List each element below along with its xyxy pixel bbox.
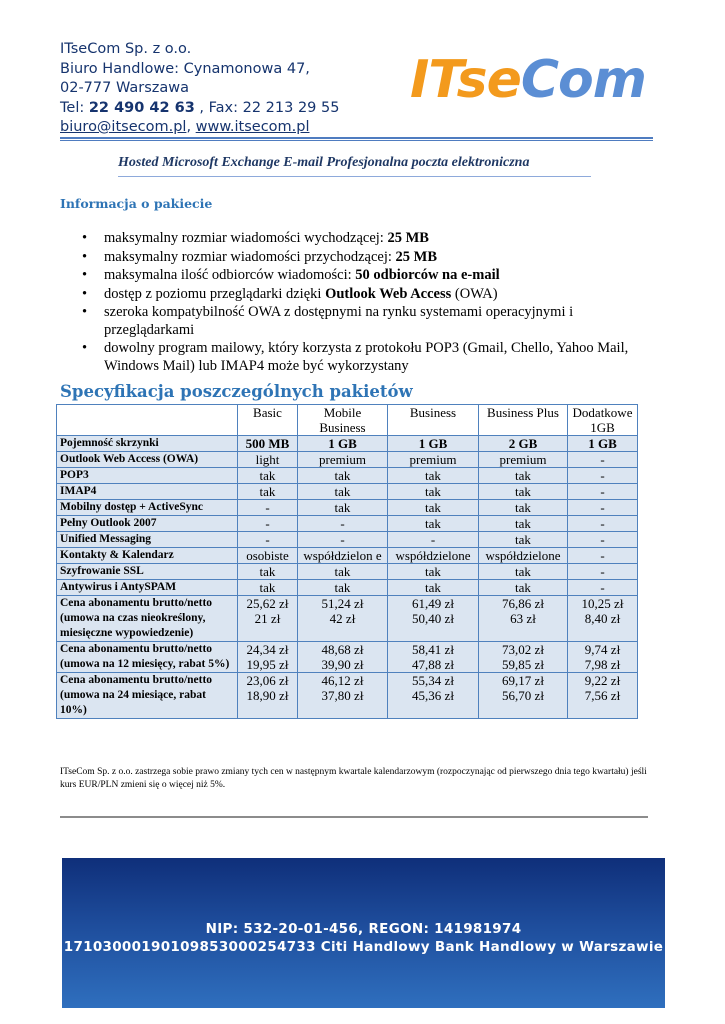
row-label: Cena abonamentu brutto/netto (umowa na czas nieokreślony, miesięczne wypowiedzenie) xyxy=(57,596,238,642)
table-row xyxy=(57,548,638,564)
table-cell: tak xyxy=(479,564,568,580)
table-cell: tak xyxy=(298,564,388,580)
table-cell: osobiste xyxy=(238,548,298,564)
table-cell: tak xyxy=(298,468,388,484)
table-cell: 51,24 zł 42 zł xyxy=(298,596,388,642)
table-cell: tak xyxy=(298,500,388,516)
row-label: Unified Messaging xyxy=(57,532,238,548)
table-cell: 73,02 zł 59,85 zł xyxy=(479,642,568,673)
contact-separator: , xyxy=(186,119,196,135)
table-cell: współdzielone xyxy=(479,548,568,564)
row-label: IMAP4 xyxy=(57,484,238,500)
table-cell: 9,74 zł 7,98 zł xyxy=(568,642,638,673)
row-label: Cena abonamentu brutto/netto (umowa na 12 miesięcy, rabat 5%) xyxy=(57,642,238,673)
feature-item: • dowolny program mailowy, który korzysta z protokołu POP3 (Gmail, Chello, Yahoo Mail, Windows Mail) lub IMAP4 może być wykorzystany xyxy=(82,340,647,375)
table-row xyxy=(57,500,638,516)
company-name: ITseCom Sp. z o.o. xyxy=(60,41,192,57)
column-header xyxy=(57,405,238,436)
table-cell: tak xyxy=(388,500,479,516)
table-header-row xyxy=(57,405,638,436)
table-cell: - xyxy=(568,548,638,564)
table-cell: 1 GB xyxy=(388,436,479,452)
phone-line xyxy=(60,99,339,119)
column-header: Basic xyxy=(238,405,298,436)
table-cell: - xyxy=(568,452,638,468)
table-cell: tak xyxy=(238,468,298,484)
table-cell: 48,68 zł 39,90 zł xyxy=(298,642,388,673)
company-header xyxy=(60,40,339,138)
table-cell: light xyxy=(238,452,298,468)
spec-table xyxy=(56,404,638,719)
table-cell: - xyxy=(298,532,388,548)
website-link[interactable]: www.itsecom.pl xyxy=(195,119,310,135)
row-label: Pojemność skrzynki xyxy=(57,436,238,452)
table-cell: 1 GB xyxy=(298,436,388,452)
table-cell: 61,49 zł 50,40 zł xyxy=(388,596,479,642)
table-cell: 500 MB xyxy=(238,436,298,452)
column-header: Business xyxy=(388,405,479,436)
table-cell: tak xyxy=(298,580,388,596)
header-divider-2 xyxy=(60,140,653,141)
table-cell: tak xyxy=(238,580,298,596)
info-heading: Informacja o pakiecie xyxy=(60,196,213,211)
table-cell: - xyxy=(238,516,298,532)
feature-item: • maksymalny rozmiar wiadomości wychodzącej: 25 MB xyxy=(82,230,647,248)
table-cell: tak xyxy=(479,580,568,596)
table-cell: - xyxy=(568,532,638,548)
footer-banner xyxy=(62,858,665,1008)
table-row xyxy=(57,436,638,452)
row-label: Outlook Web Access (OWA) xyxy=(57,452,238,468)
table-cell: tak xyxy=(479,532,568,548)
footer-divider xyxy=(60,816,648,818)
table-cell: tak xyxy=(238,484,298,500)
feature-list xyxy=(82,230,647,376)
address-line-1: Biuro Handlowe: Cynamonowa 47, xyxy=(60,60,310,77)
table-cell: 55,34 zł 45,36 zł xyxy=(388,673,479,719)
table-cell: tak xyxy=(298,484,388,500)
table-cell: premium xyxy=(388,452,479,468)
table-cell: tak xyxy=(388,484,479,500)
table-cell: - xyxy=(388,532,479,548)
tel-label: Tel: xyxy=(60,99,89,116)
table-cell: tak xyxy=(479,516,568,532)
table-row xyxy=(57,673,638,719)
row-label: Antywirus i AntySPAM xyxy=(57,580,238,596)
tel-number: 22 490 42 63 xyxy=(88,99,195,116)
table-row xyxy=(57,532,638,548)
table-row xyxy=(57,564,638,580)
table-cell: 69,17 zł 56,70 zł xyxy=(479,673,568,719)
table-cell: 24,34 zł 19,95 zł xyxy=(238,642,298,673)
table-cell: tak xyxy=(388,580,479,596)
column-header: Mobile Business xyxy=(298,405,388,436)
table-cell: tak xyxy=(388,564,479,580)
feature-item: • szeroka kompatybilność OWA z dostępnymi na rynku systemami operacyjnymi i przeglądarkami xyxy=(82,304,647,339)
address-line-2: 02-777 Warszawa xyxy=(60,80,190,96)
row-label: Pełny Outlook 2007 xyxy=(57,516,238,532)
header-divider-1 xyxy=(60,137,653,139)
table-row xyxy=(57,642,638,673)
table-cell: - xyxy=(238,500,298,516)
feature-item: • maksymalna ilość odbiorców wiadomości: 50 odbiorców na e-mail xyxy=(82,267,647,285)
table-row xyxy=(57,452,638,468)
table-cell: 25,62 zł 21 zł xyxy=(238,596,298,642)
table-cell: - xyxy=(298,516,388,532)
feature-item: • maksymalny rozmiar wiadomości przychodzącej: 25 MB xyxy=(82,249,647,267)
table-cell: - xyxy=(238,532,298,548)
table-row xyxy=(57,580,638,596)
row-label: Szyfrowanie SSL xyxy=(57,564,238,580)
table-cell: 1 GB xyxy=(568,436,638,452)
table-cell: 58,41 zł 47,88 zł xyxy=(388,642,479,673)
table-cell: 10,25 zł 8,40 zł xyxy=(568,596,638,642)
subtitle-underline xyxy=(118,176,591,177)
table-cell: współdzielon e xyxy=(298,548,388,564)
logo-part-2: Com xyxy=(520,50,646,110)
row-label: Kontakty & Kalendarz xyxy=(57,548,238,564)
table-cell: - xyxy=(568,564,638,580)
footer-nip-regon: NIP: 532-20-01-456, REGON: 141981974 xyxy=(205,921,522,937)
table-row xyxy=(57,596,638,642)
column-header: Dodatkowe 1GB xyxy=(568,405,638,436)
table-cell: 2 GB xyxy=(479,436,568,452)
table-cell: tak xyxy=(479,484,568,500)
table-cell: - xyxy=(568,468,638,484)
table-cell: współdzielone xyxy=(388,548,479,564)
table-cell: tak xyxy=(388,468,479,484)
spec-heading: Specyfikacja poszczególnych pakietów xyxy=(60,382,413,401)
table-cell: premium xyxy=(479,452,568,468)
table-cell: - xyxy=(568,580,638,596)
logo-part-1: ITse xyxy=(410,50,521,110)
table-cell: 9,22 zł 7,56 zł xyxy=(568,673,638,719)
table-cell: tak xyxy=(479,468,568,484)
document-subtitle: Hosted Microsoft Exchange E-mail Profesjonalna poczta elektroniczna xyxy=(118,155,530,170)
table-cell: - xyxy=(568,516,638,532)
table-cell: premium xyxy=(298,452,388,468)
table-row xyxy=(57,516,638,532)
row-label: POP3 xyxy=(57,468,238,484)
fax-number: , Fax: 22 213 29 55 xyxy=(194,99,340,116)
column-header: Business Plus xyxy=(479,405,568,436)
itsecom-logo xyxy=(410,52,656,108)
table-cell: 23,06 zł 18,90 zł xyxy=(238,673,298,719)
feature-item: • dostęp z poziomu przeglądarki dzięki Outlook Web Access (OWA) xyxy=(82,286,647,304)
email-link[interactable]: biuro@itsecom.pl xyxy=(60,119,187,135)
table-cell: 76,86 zł 63 zł xyxy=(479,596,568,642)
footer-bank-account: 17103000190109853000254733 Citi Handlowy Bank Handlowy w Warszawie xyxy=(63,939,664,955)
table-cell: 46,12 zł 37,80 zł xyxy=(298,673,388,719)
contact-line xyxy=(60,118,339,138)
table-cell: - xyxy=(568,484,638,500)
price-disclaimer: ITseCom Sp. z o.o. zastrzega sobie prawo zmiany tych cen w następnym kwartale kalendarzowym (rozpoczynając od pierwszego dnia tego kwartału) jeśli kurs EUR/PLN zmieni się o więcej niż 5%. xyxy=(60,767,647,790)
table-cell: - xyxy=(568,500,638,516)
table-cell: tak xyxy=(388,516,479,532)
table-row xyxy=(57,484,638,500)
table-cell: tak xyxy=(479,500,568,516)
table-row xyxy=(57,468,638,484)
table-cell: tak xyxy=(238,564,298,580)
row-label: Cena abonamentu brutto/netto (umowa na 24 miesiące, rabat 10%) xyxy=(57,673,238,719)
row-label: Mobilny dostęp + ActiveSync xyxy=(57,500,238,516)
